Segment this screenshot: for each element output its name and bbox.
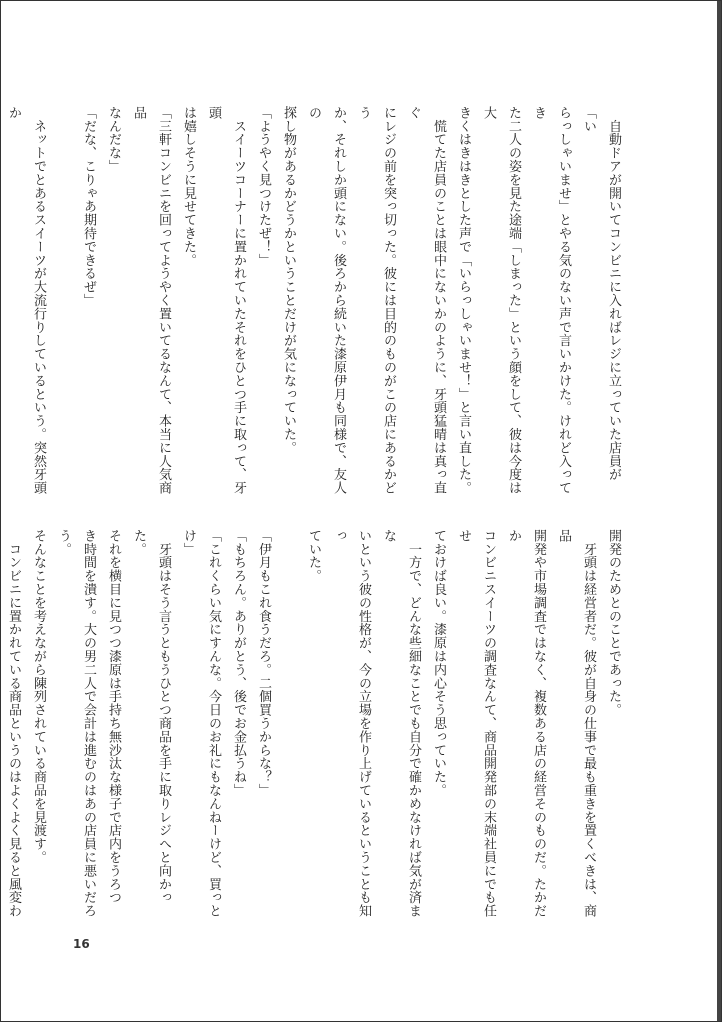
text-line xyxy=(0,106,1,501)
text-line: にレジの前を突っ切った。彼には目的のものがこの店にあるかどう xyxy=(356,106,396,495)
text-line: それを横目に見つつ漆原は手持ち無沙汰な様子で店内をうろつ xyxy=(106,529,121,905)
text-line: コンビニに置かれている商品というのはよくよく見ると風変わ xyxy=(6,529,21,918)
page-edge-shadow xyxy=(717,1,721,1021)
text-line: いという彼の性格が、今の立場を作り上げているということも知っ xyxy=(331,529,371,918)
text-line: コンビニスイーツの調査なんて、商品開発部の末端社員にでも任せ xyxy=(456,529,496,918)
text-line: そんなことを考えながら陳列されている商品を見渡す。 xyxy=(31,529,46,864)
text-line: は嬉しそうに見せてきた。 xyxy=(181,106,196,267)
page-number: 16 xyxy=(73,937,90,951)
text-line: ておけば良い。漆原は内心そう思っていた。 xyxy=(431,529,446,797)
text-line: 開発や市場調査ではなく、複数ある店の経営そのものだ。たかだか xyxy=(506,529,546,918)
text-line: 「ようやく見つけたぜ！」 xyxy=(256,106,271,267)
text-line: 「だな、こりゃあ期待できるぜ」 xyxy=(81,106,96,307)
text-line: 自動ドアが開いてコンビニに入ればレジに立っていた店員が「い xyxy=(581,106,621,482)
text-line: 一方で、どんな些細なことでも自分で確かめなければ気が済まな xyxy=(381,529,421,918)
text-line: ていた。 xyxy=(306,529,321,583)
text-line: ネットでとあるスイーツが大流行りしているという。突然牙頭か xyxy=(6,106,46,495)
text-line: らっしゃいませ」とやる気のない声で言いかけた。けれど入ってき xyxy=(531,106,571,495)
blank-line xyxy=(276,529,301,919)
text-line: なんだな」 xyxy=(106,106,121,173)
text-line: きくはきはきとした声で「いらっしゃいませ！」と言い直した。 xyxy=(456,106,471,495)
text-line: か、それしか頭にない。後ろから続いた漆原伊月も同様で、友人の xyxy=(306,106,346,495)
text-line: き時間を潰す。大の男二人で会計は進むのはあの店員に悪いだろう。 xyxy=(56,529,96,918)
text-line: た二人の姿を見た途端「しまった」という顔をして、彼は今度は大 xyxy=(481,106,521,495)
text-line: スイーツコーナーに置かれていたそれをひとつ手に取って、牙頭 xyxy=(206,106,246,495)
text-line: 「これくらい気にすんな。今日のお礼にもなんねーけど、買っとけ」 xyxy=(181,529,221,918)
lower-text-block xyxy=(6,529,626,919)
text-line: 「伊月もこれ食うだろ。二個買うからな？」 xyxy=(256,529,271,797)
text-line: 慌てた店員のことは眼中にないかのように、牙頭猛晴は真っ直ぐ xyxy=(406,106,446,495)
text-line: 開発のためとのことであった。 xyxy=(606,529,621,717)
text-line: 牙頭はそう言うともうひとつ商品を手に取りレジへと向かった。 xyxy=(131,529,171,905)
upper-text-block xyxy=(6,106,626,501)
text-line: 探し物があるかどうかということだけが気になっていた。 xyxy=(281,106,296,455)
text-line xyxy=(0,529,1,919)
text-line: 「三軒コンビニを回ってようやく置いてるなんて、本当に人気商品 xyxy=(131,106,171,495)
text-line: 牙頭は経営者だ。彼が自身の仕事で最も重きを置くべきは、商品 xyxy=(556,529,596,918)
blank-line xyxy=(51,106,76,501)
text-line: 「もちろん。ありがとう、後でお金払うね」 xyxy=(231,529,246,797)
